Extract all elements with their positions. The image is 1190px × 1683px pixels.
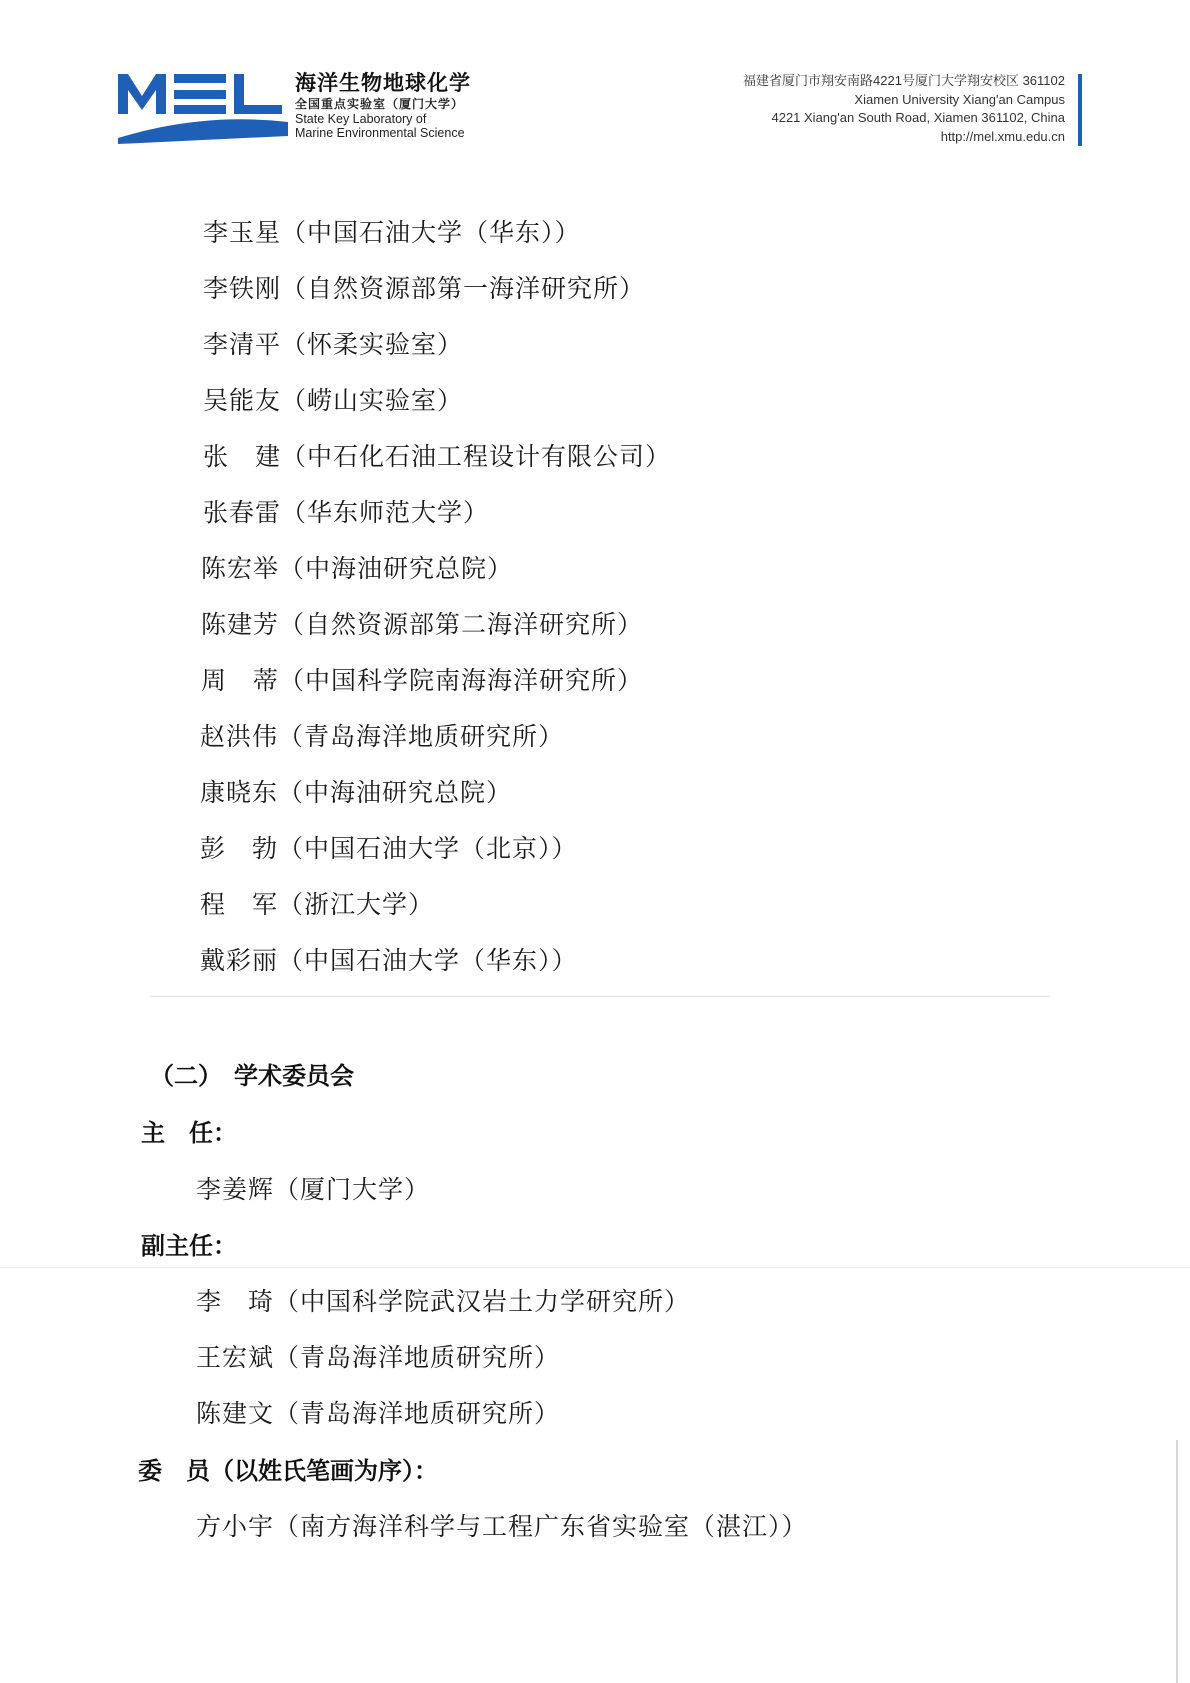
member-entry: 戴彩丽（中国石油大学（华东）） xyxy=(200,946,578,975)
members-label: 委 员（以姓氏笔画为序）： xyxy=(138,1457,438,1485)
member-entry: 程 军（浙江大学） xyxy=(200,890,435,919)
lab-name-block xyxy=(295,70,525,140)
member-entry: 彭 勃（中国石油大学（北京）） xyxy=(200,834,578,863)
address-en-line1: Xiamen University Xiang'an Campus xyxy=(854,91,1065,107)
lab-name-en-line2: Marine Environmental Science xyxy=(295,126,465,140)
director-label: 主 任： xyxy=(141,1119,237,1147)
member-entry: 方小宇（南方海洋科学与工程广东省实验室（湛江）） xyxy=(196,1512,808,1541)
section-heading xyxy=(150,1056,354,1091)
member-entry: 康晓东（中海油研究总院） xyxy=(200,778,513,807)
member-entry: 周 蒂（中国科学院南海海洋研究所） xyxy=(201,666,644,695)
address-cn: 福建省厦门市翔安南路4221号厦门大学翔安校区 361102 xyxy=(743,73,1065,88)
member-entry: 陈建芳（自然资源部第二海洋研究所） xyxy=(201,610,644,639)
scan-artifact-line xyxy=(150,996,1050,997)
member-entry: 张 建（中石化石油工程设计有限公司） xyxy=(203,442,672,471)
vice-director-entry: 王宏斌（青岛海洋地质研究所） xyxy=(196,1343,561,1372)
director-entry: 李姜辉（厦门大学） xyxy=(196,1175,431,1204)
member-entry: 李清平（怀柔实验室） xyxy=(203,330,464,359)
section-number: （二） xyxy=(150,1062,222,1090)
vice-director-entry: 陈建文（青岛海洋地质研究所） xyxy=(196,1399,561,1428)
scan-artifact-line xyxy=(0,1267,1190,1268)
member-entry: 李玉星（中国石油大学（华东）） xyxy=(203,218,581,247)
mel-logo xyxy=(118,72,288,148)
vice-director-label: 副主任： xyxy=(141,1232,237,1260)
address-block xyxy=(743,72,1065,146)
member-entry: 李铁刚（自然资源部第一海洋研究所） xyxy=(203,274,646,303)
lab-name-cn: 海洋生物地球化学 xyxy=(295,71,471,95)
address-accent-bar xyxy=(1078,74,1082,146)
website: http://mel.xmu.edu.cn xyxy=(940,128,1065,144)
member-entry: 赵洪伟（青岛海洋地质研究所） xyxy=(200,722,565,751)
scan-edge-line xyxy=(1176,1440,1178,1683)
member-entry: 吴能友（崂山实验室） xyxy=(203,386,464,415)
address-en-line2: 4221 Xiang'an South Road, Xiamen 361102, China xyxy=(771,110,1065,125)
member-entry: 陈宏举（中海油研究总院） xyxy=(201,554,514,583)
section-title: 学术委员会 xyxy=(234,1062,354,1090)
vice-director-entry: 李 琦（中国科学院武汉岩土力学研究所） xyxy=(196,1287,691,1316)
member-entry: 张春雷（华东师范大学） xyxy=(203,498,490,527)
lab-name-cn-sub: 全国重点实验室（厦门大学） xyxy=(295,97,465,111)
lab-name-en-line1: State Key Laboratory of xyxy=(295,112,427,126)
